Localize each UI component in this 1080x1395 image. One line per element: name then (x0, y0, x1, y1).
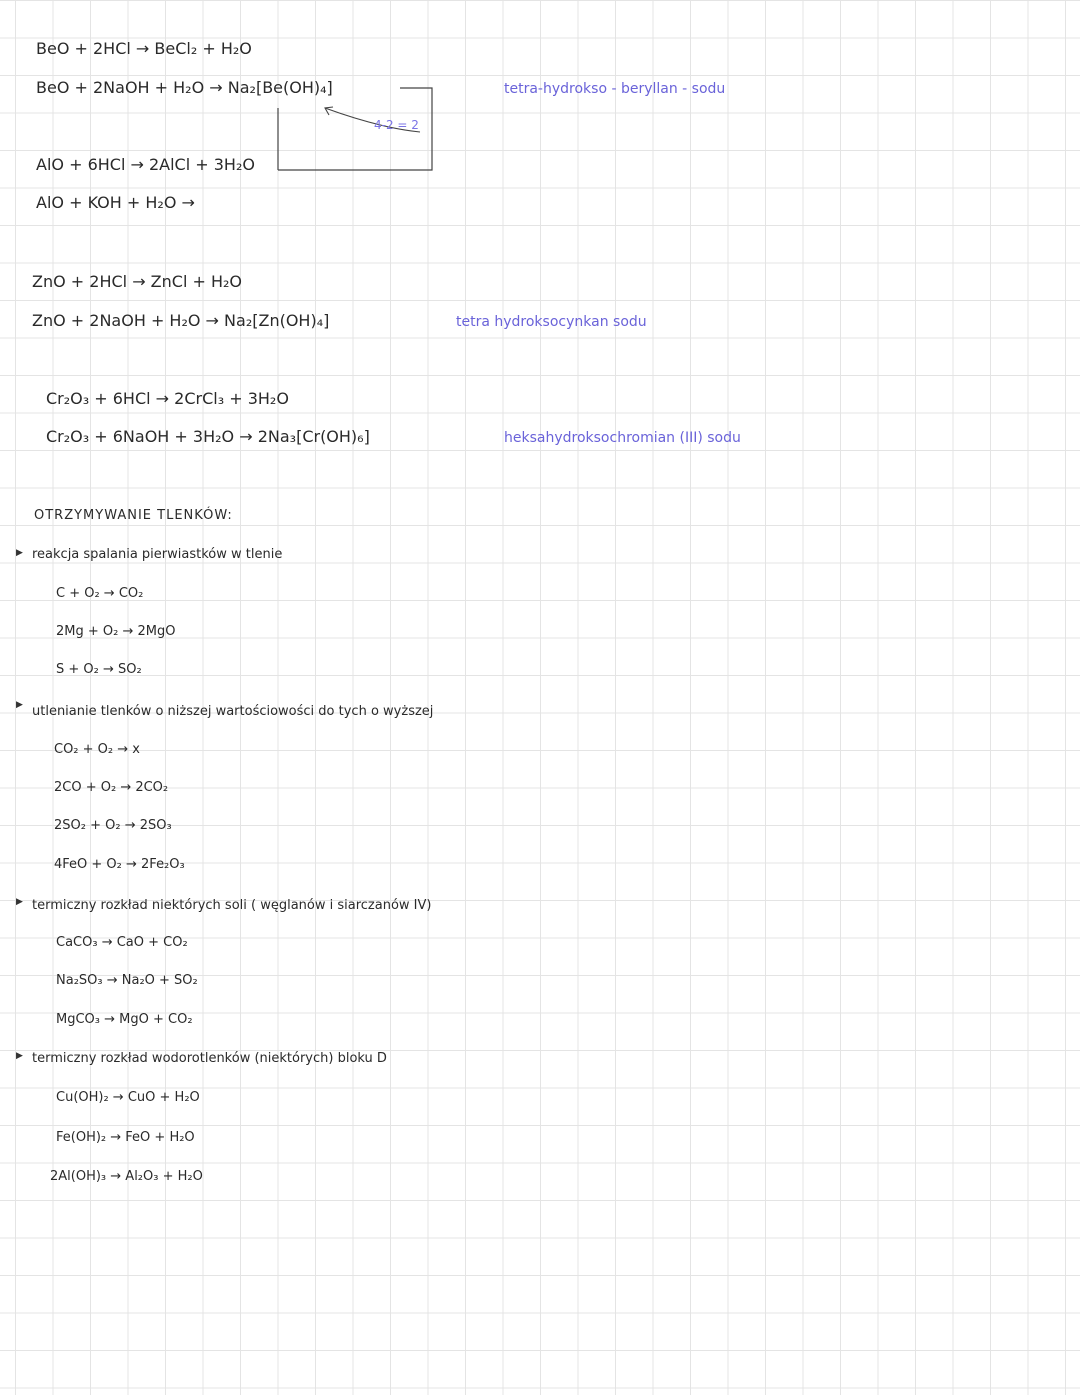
section-title: reakcja spalania pierwiastków w tlenie (32, 547, 283, 562)
reaction: 2Al(OH)₃ → Al₂O₃ + H₂O (50, 1169, 203, 1184)
reaction: 2SO₂ + O₂ → 2SO₃ (54, 818, 172, 833)
reaction: Cu(OH)₂ → CuO + H₂O (56, 1090, 200, 1105)
bullet-icon: ▶ (16, 897, 23, 907)
equation-alo-base: AlO + KOH + H₂O → (36, 193, 195, 212)
name-cynkan: tetra hydroksocynkan sodu (456, 314, 647, 330)
equation-beo-base: BeO + 2NaOH + H₂O → Na₂[Be(OH)₄] (36, 78, 333, 97)
equation-cr-base: Cr₂O₃ + 6NaOH + 3H₂O → 2Na₃[Cr(OH)₆] (46, 427, 370, 446)
equation-alo-acid: AlO + 6HCl → 2AlCl + 3H₂O (36, 155, 255, 174)
equation-zno-acid: ZnO + 2HCl → ZnCl + H₂O (32, 272, 243, 291)
name-chromian: heksahydroksochromian (III) sodu (504, 430, 741, 446)
section-title: termiczny rozkład niektórych soli ( węglanów i siarczanów IV) (32, 898, 432, 913)
bullet-icon: ▶ (16, 1051, 23, 1061)
section-title: termiczny rozkład wodorotlenków (niektórych) bloku D (32, 1051, 387, 1066)
reaction: MgCO₃ → MgO + CO₂ (56, 1012, 193, 1027)
reaction: CO₂ + O₂ → x (54, 742, 140, 757)
bullet-icon: ▶ (16, 700, 23, 710)
equation-cr-acid: Cr₂O₃ + 6HCl → 2CrCl₃ + 3H₂O (46, 389, 289, 408)
section-heading: OTRZYMYWANIE TLENKÓW: (34, 508, 233, 523)
reaction: 4FeO + O₂ → 2Fe₂O₃ (54, 857, 185, 872)
reaction: 2Mg + O₂ → 2MgO (56, 624, 176, 639)
reaction: S + O₂ → SO₂ (56, 662, 142, 677)
reaction: CaCO₃ → CaO + CO₂ (56, 935, 188, 950)
equation-zno-base: ZnO + 2NaOH + H₂O → Na₂[Zn(OH)₄] (32, 311, 330, 330)
reaction: 2CO + O₂ → 2CO₂ (54, 780, 169, 795)
bullet-icon: ▶ (16, 548, 23, 558)
equation-beo-acid: BeO + 2HCl → BeCl₂ + H₂O (36, 39, 252, 58)
reaction: Na₂SO₃ → Na₂O + SO₂ (56, 973, 198, 988)
reaction: Fe(OH)₂ → FeO + H₂O (56, 1130, 195, 1145)
section-title: utlenianie tlenków o niższej wartościowości do tych o wyższej (32, 704, 434, 719)
name-beryllan: tetra-hydrokso - beryllan - sodu (504, 81, 726, 97)
reaction: C + O₂ → CO₂ (56, 586, 144, 601)
charge-note: 4-2 = 2 (374, 118, 419, 132)
